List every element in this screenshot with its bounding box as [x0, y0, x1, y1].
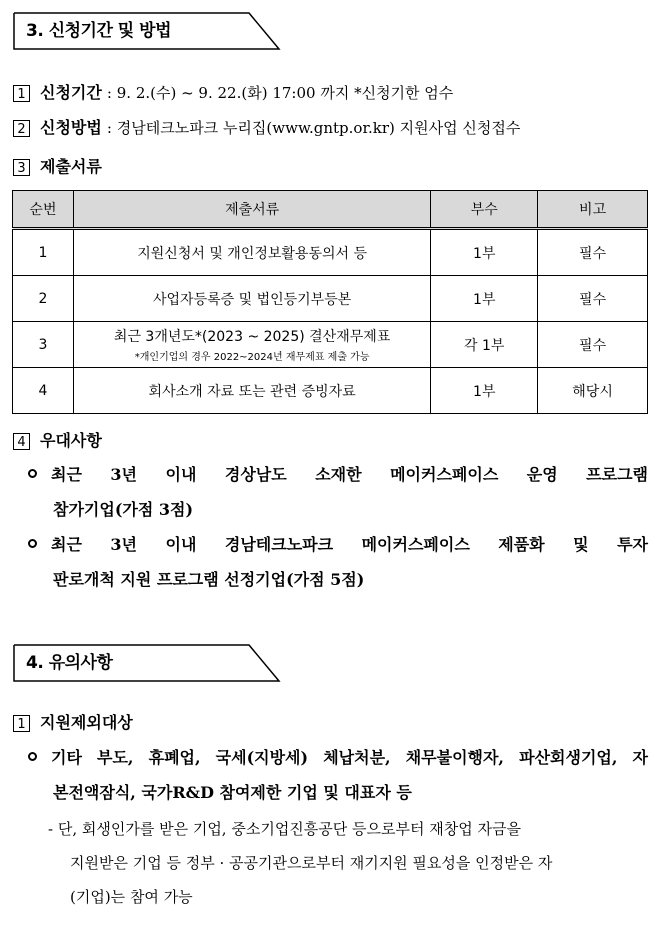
note-line: - 단, 회생인가를 받은 기업, 중소기업진흥공단 등으로부터 재창업 자금을: [48, 820, 521, 838]
row-document: 지원신청서 및 개인정보활용동의서 등: [73, 229, 430, 276]
row-document: 최근 3개년도*(2023 ~ 2025) 결산재무제표: [113, 329, 391, 345]
table-row: [13, 368, 648, 414]
list-item: 최근 3년 이내 경상남도 소재한 메이커스페이스 운영 프로그램: [28, 457, 648, 492]
column-header-remark: 비고: [538, 191, 648, 229]
row-no: 3: [13, 322, 74, 368]
column-header-copies: 부수: [431, 191, 538, 229]
row-remark: 필수: [538, 276, 648, 322]
list-item-continued: 판로개척 지원 프로그램 선정기업(가점 5점): [53, 570, 365, 589]
exclusion-label: 지원제외대상: [40, 713, 133, 732]
row-document: 사업자등록증 및 법인등기부등본: [73, 276, 430, 322]
row-document: 회사소개 자료 또는 관련 증빙자료: [73, 368, 430, 414]
item-number-box: 3: [13, 159, 30, 176]
required-documents-label: 제출서류: [40, 157, 102, 176]
required-documents: [13, 154, 102, 177]
row-no: 1: [13, 229, 74, 276]
list-item: 최근 3년 이내 경남테크노파크 메이커스페이스 제품화 및 투자: [28, 527, 648, 562]
application-method-value: : 경남테크노파크 누리집(www.gntp.or.kr) 지원사업 신청접수: [106, 119, 521, 137]
application-period-value: : 9. 2.(수) ~ 9. 22.(화) 17:00 까지 *신청기한 엄수: [106, 84, 454, 102]
exception-note: [48, 812, 648, 914]
list-item-continued: 참가기업(가점 3점): [53, 500, 194, 519]
item-number-box: 1: [13, 715, 30, 732]
column-header-no: 순번: [13, 191, 74, 229]
row-remark: 필수: [538, 229, 648, 276]
circle-bullet-icon: [28, 752, 37, 761]
item-number-box: 1: [13, 85, 30, 102]
note-line: 지원받은 기업 등 정부 · 공공기관으로부터 재기지원 필요성을 인정받은 자: [70, 854, 553, 872]
documents-table: [12, 190, 648, 414]
table-header-row: [13, 191, 648, 229]
row-document-note: *개인기업의 경우 2022~2024년 재무제표 제출 가능: [134, 352, 370, 363]
note-line: (기업)는 참여 가능: [70, 888, 193, 906]
row-remark: 필수: [538, 322, 648, 368]
exclusion-list: [28, 740, 648, 810]
table-row: [13, 229, 648, 276]
preference-list: [28, 457, 648, 597]
list-item: 기타 부도, 휴폐업, 국세(지방세) 체납처분, 채무불이행자, 파산회생기업, 자: [28, 740, 648, 775]
row-copies: 1부: [431, 368, 538, 414]
circle-bullet-icon: [28, 539, 37, 548]
row-document-cell: [73, 322, 430, 368]
application-method: [13, 115, 520, 138]
row-remark: 해당시: [538, 368, 648, 414]
preference-heading: [13, 428, 102, 451]
section-3-header: [13, 12, 281, 50]
application-period: [13, 80, 453, 103]
item-number-box: 4: [13, 433, 30, 450]
item-number-box: 2: [13, 120, 30, 137]
table-row: [13, 276, 648, 322]
section-4-header: [13, 644, 281, 682]
circle-bullet-icon: [28, 469, 37, 478]
exclusion-heading: [13, 710, 133, 733]
list-item-continued: 본전액잠식, 국가R&D 참여제한 기업 및 대표자 등: [53, 783, 412, 802]
section-4-title: 4. 유의사항: [26, 653, 113, 673]
preference-label: 우대사항: [40, 431, 102, 450]
table-row: [13, 322, 648, 368]
application-method-label: 신청방법: [40, 118, 102, 137]
section-3-title: 3. 신청기간 및 방법: [26, 21, 171, 41]
application-period-label: 신청기간: [40, 83, 102, 102]
row-no: 2: [13, 276, 74, 322]
column-header-document: 제출서류: [73, 191, 430, 229]
row-copies: 1부: [431, 229, 538, 276]
row-copies: 1부: [431, 276, 538, 322]
row-copies: 각 1부: [431, 322, 538, 368]
row-no: 4: [13, 368, 74, 414]
